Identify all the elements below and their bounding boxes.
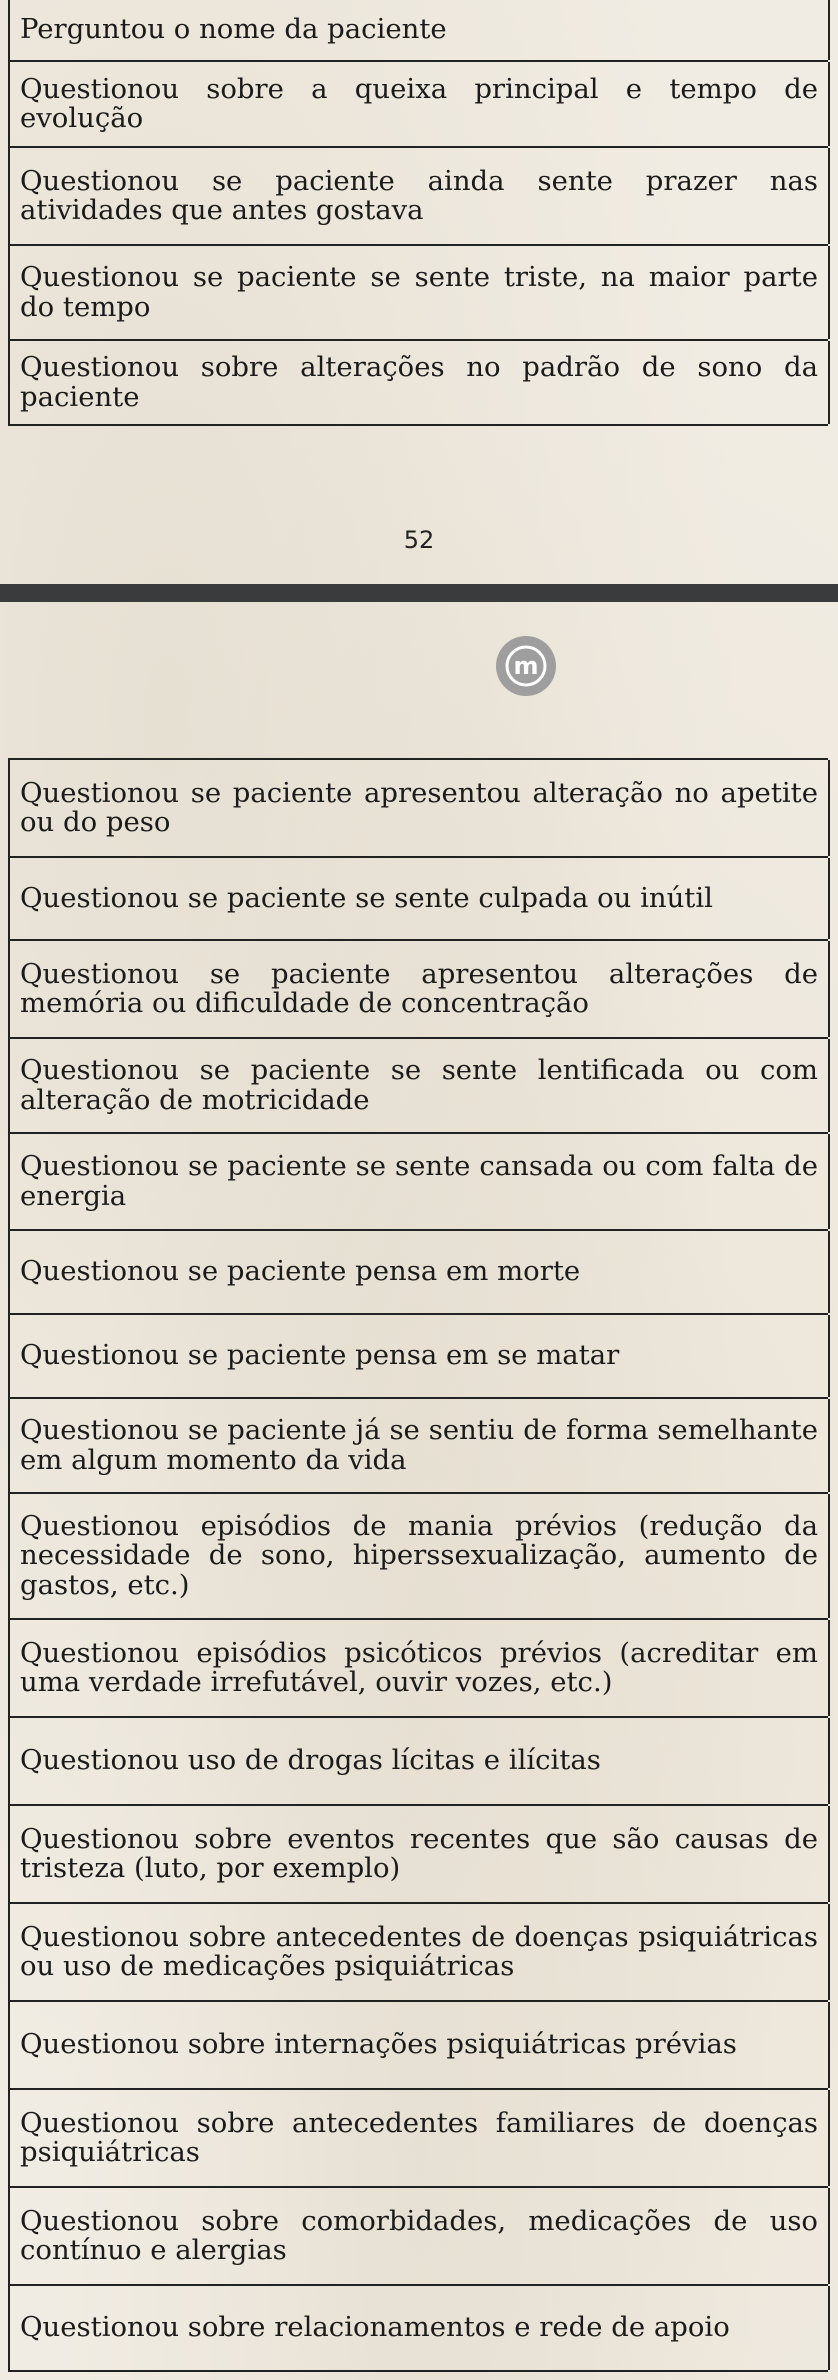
checklist-row <box>8 1315 828 1399</box>
svg-text:m: m <box>513 652 539 680</box>
checklist-row <box>8 0 828 62</box>
checklist-row <box>8 148 828 246</box>
checklist-item-text: Questionou se paciente apresentou alteração no apetite ou do peso <box>20 776 818 838</box>
checklist-row <box>8 1494 828 1620</box>
checklist-item-text: Questionou se paciente já se sentiu de forma semelhante em algum momento da vida <box>20 1414 818 1476</box>
checklist-row <box>8 1904 828 2002</box>
checklist-item-text: Questionou se paciente se sente cansada ou com falta de energia <box>20 1150 818 1212</box>
checklist-row <box>8 941 828 1039</box>
checklist-item-text: Questionou uso de drogas lícitas e ilícitas <box>20 1744 601 1777</box>
checklist-row <box>8 1231 828 1315</box>
checklist-item-text: Questionou se paciente se sente triste, na maior parte do tempo <box>20 261 818 323</box>
checklist-item-text: Questionou se paciente ainda sente prazer nas atividades que antes gostava <box>20 164 818 226</box>
page-number: 52 <box>403 526 435 554</box>
viewer-logo-icon <box>496 636 556 696</box>
checklist-item-text: Questionou episódios psicóticos prévios (acreditar em uma verdade irrefutável, ouvir vozes, etc.) <box>20 1636 818 1698</box>
checklist-item-text: Questionou sobre alterações no padrão de sono da paciente <box>20 351 818 413</box>
checklist-item-text: Questionou sobre a queixa principal e tempo de evolução <box>20 72 818 134</box>
checklist-item-text: Questionou sobre antecedentes de doenças psiquiátricas ou uso de medicações psiquiátricas <box>20 1920 818 1982</box>
checklist-row <box>8 1134 828 1231</box>
checklist-row <box>8 1039 828 1134</box>
checklist-row <box>8 62 828 148</box>
checklist-row <box>8 2188 828 2286</box>
checklist-item-text: Questionou se paciente apresentou alterações de memória ou dificuldade de concentração <box>20 957 818 1019</box>
checklist-row <box>8 2090 828 2188</box>
checklist-item-text: Questionou se paciente se sente lentificada ou com alteração de motricidade <box>20 1054 818 1116</box>
checklist-row <box>8 1399 828 1494</box>
checklist-item-text: Questionou se paciente pensa em se matar <box>20 1339 620 1372</box>
checklist-item-text: Questionou sobre antecedentes familiares de doenças psiquiátricas <box>20 2106 818 2168</box>
checklist-item-text: Perguntou o nome da paciente <box>20 13 447 46</box>
checklist-row <box>8 2002 828 2090</box>
checklist-row <box>8 858 828 941</box>
checklist-row <box>8 246 828 341</box>
checklist-row <box>8 1806 828 1904</box>
page-separator <box>0 584 838 602</box>
checklist-row <box>8 1718 828 1806</box>
checklist-row <box>8 2286 828 2372</box>
m-logo-icon <box>504 644 548 688</box>
checklist-item-text: Questionou se paciente se sente culpada ou inútil <box>20 881 713 914</box>
checklist-row <box>8 341 828 426</box>
checklist-row <box>8 758 828 858</box>
checklist-item-text: Questionou sobre relacionamentos e rede de apoio <box>20 2311 730 2344</box>
checklist-item-text: Questionou episódios de mania prévios (redução da necessidade de sono, hiperssexualização, aumento de gastos, etc.) <box>20 1509 818 1601</box>
checklist-bottom <box>8 758 828 2372</box>
checklist-item-text: Questionou se paciente pensa em morte <box>20 1255 581 1288</box>
checklist-top <box>8 0 828 426</box>
checklist-item-text: Questionou sobre eventos recentes que são causas de tristeza (luto, por exemplo) <box>20 1822 818 1884</box>
checklist-item-text: Questionou sobre internações psiquiátricas prévias <box>20 2028 737 2061</box>
checklist-item-text: Questionou sobre comorbidades, medicações de uso contínuo e alergias <box>20 2204 818 2266</box>
checklist-row <box>8 1620 828 1718</box>
